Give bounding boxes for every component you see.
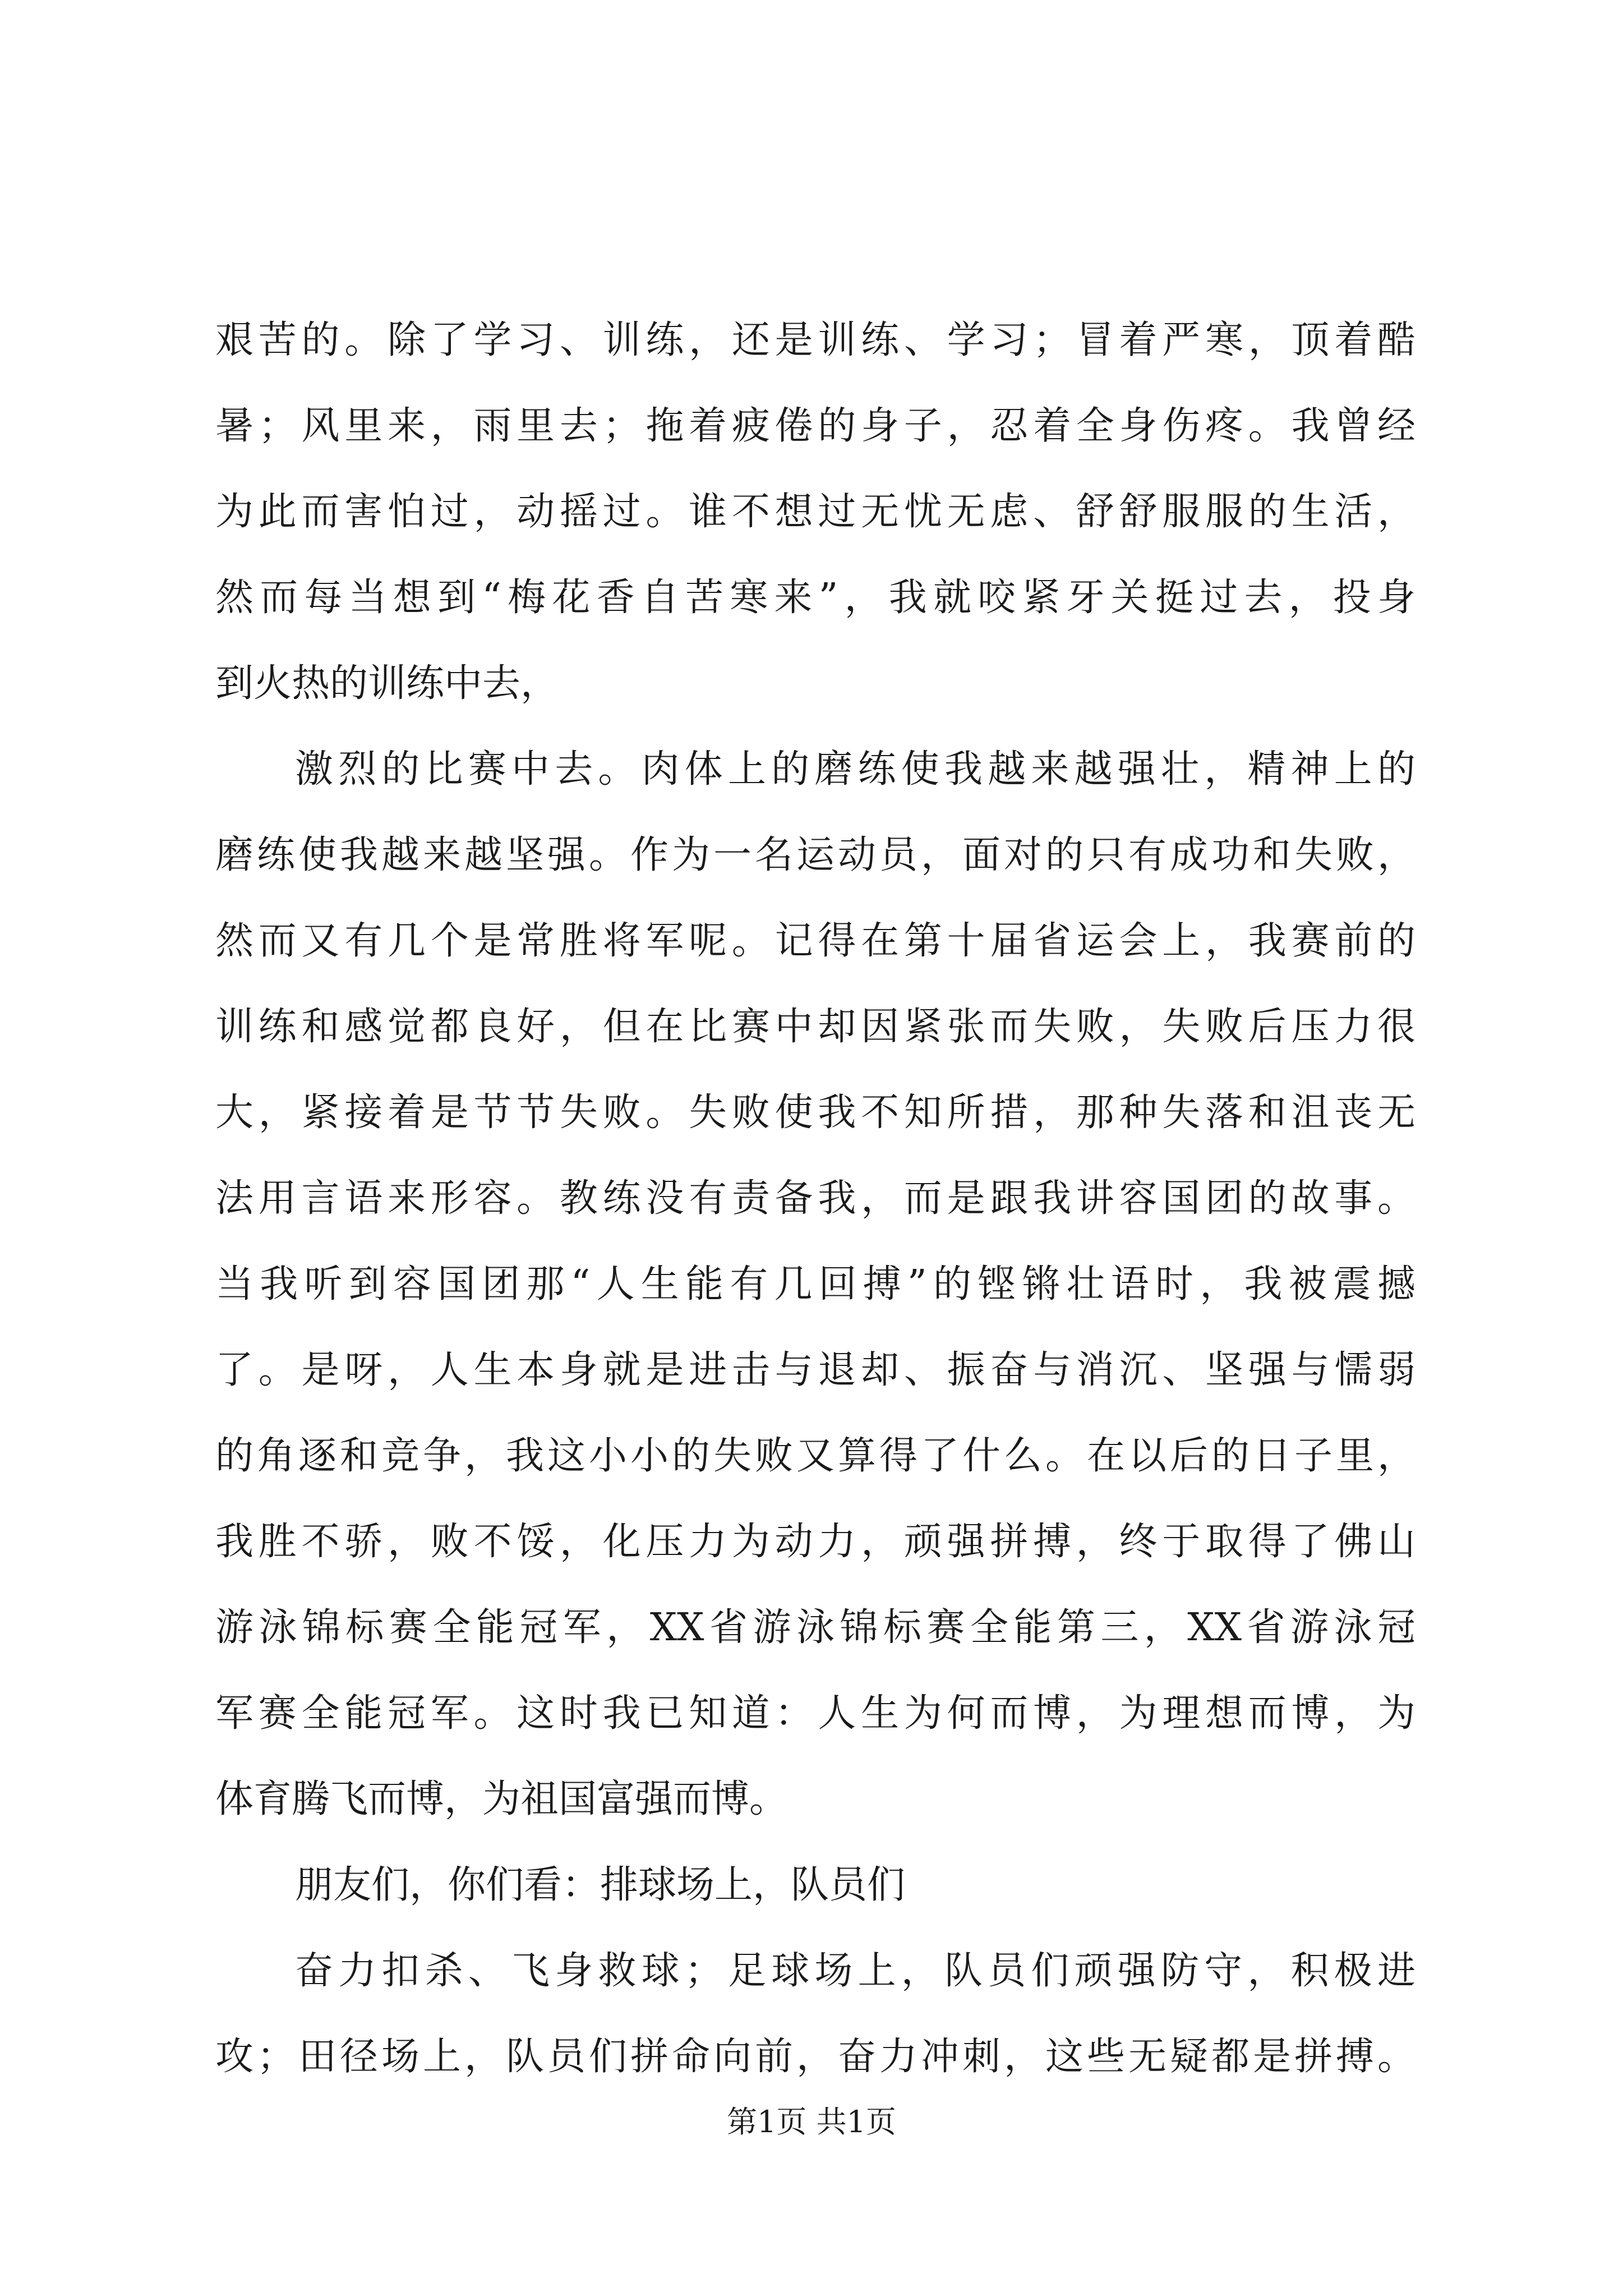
text-line: 激烈的比赛中去。肉体上的磨练使我越来越强壮，精神上的 bbox=[295, 747, 1415, 792]
text-line: 攻；田径场上，队员们拼命向前，奋力冲刺，这些无疑都是拼搏。 bbox=[215, 2035, 1415, 2079]
text-line: 朋友们，你们看：排球场上，队员们 bbox=[295, 1863, 906, 1907]
text-line: 训练和感觉都良好，但在比赛中却因紧张而失败，失败后压力很 bbox=[215, 1005, 1415, 1049]
text-line: 为此而害怕过，动摇过。谁不想过无忧无虑、舒舒服服的生活， bbox=[215, 490, 1415, 534]
text-line: 法用言语来形容。教练没有责备我，而是跟我讲容国团的故事。 bbox=[215, 1176, 1415, 1221]
text-line: 游泳锦标赛全能冠军，XX省游泳锦标赛全能第三，XX省游泳冠 bbox=[215, 1605, 1415, 1650]
text-line: 艰苦的。除了学习、训练，还是训练、学习；冒着严寒，顶着酷 bbox=[215, 318, 1415, 362]
page-number-label: 第1页 共1页 bbox=[727, 2104, 896, 2139]
text-line: 我胜不骄，败不馁，化压力为动力，顽强拼搏，终于取得了佛山 bbox=[215, 1520, 1415, 1564]
body-text bbox=[215, 297, 1415, 2100]
text-line: 然而又有几个是常胜将军呢。记得在第十届省运会上，我赛前的 bbox=[215, 919, 1415, 963]
text-line: 军赛全能冠军。这时我已知道：人生为何而博，为理想而博，为 bbox=[215, 1691, 1415, 1736]
text-line: 然而每当想到“梅花香自苦寒来”，我就咬紧牙关挺过去，投身 bbox=[215, 576, 1415, 620]
page-footer bbox=[0, 2098, 1623, 2141]
text-line: 磨练使我越来越坚强。作为一名运动员，面对的只有成功和失败， bbox=[215, 833, 1415, 877]
text-line: 大，紧接着是节节失败。失败使我不知所措，那种失落和沮丧无 bbox=[215, 1091, 1415, 1135]
text-line: 到火热的训练中去， bbox=[215, 661, 559, 706]
text-line: 当我听到容国团那“人生能有几回搏”的铿锵壮语时，我被震撼 bbox=[215, 1262, 1415, 1306]
text-line: 奋力扣杀、飞身救球；足球场上，队员们顽强防守，积极进 bbox=[295, 1949, 1415, 1993]
text-line: 体育腾飞而博，为祖国富强而博。 bbox=[215, 1777, 788, 1821]
text-line: 暑；风里来，雨里去；拖着疲倦的身子，忍着全身伤疼。我曾经 bbox=[215, 404, 1415, 448]
text-line: 了。是呀，人生本身就是进击与退却、振奋与消沉、坚强与懦弱 bbox=[215, 1348, 1415, 1392]
text-line: 的角逐和竞争，我这小小的失败又算得了什么。在以后的日子里， bbox=[215, 1434, 1415, 1478]
